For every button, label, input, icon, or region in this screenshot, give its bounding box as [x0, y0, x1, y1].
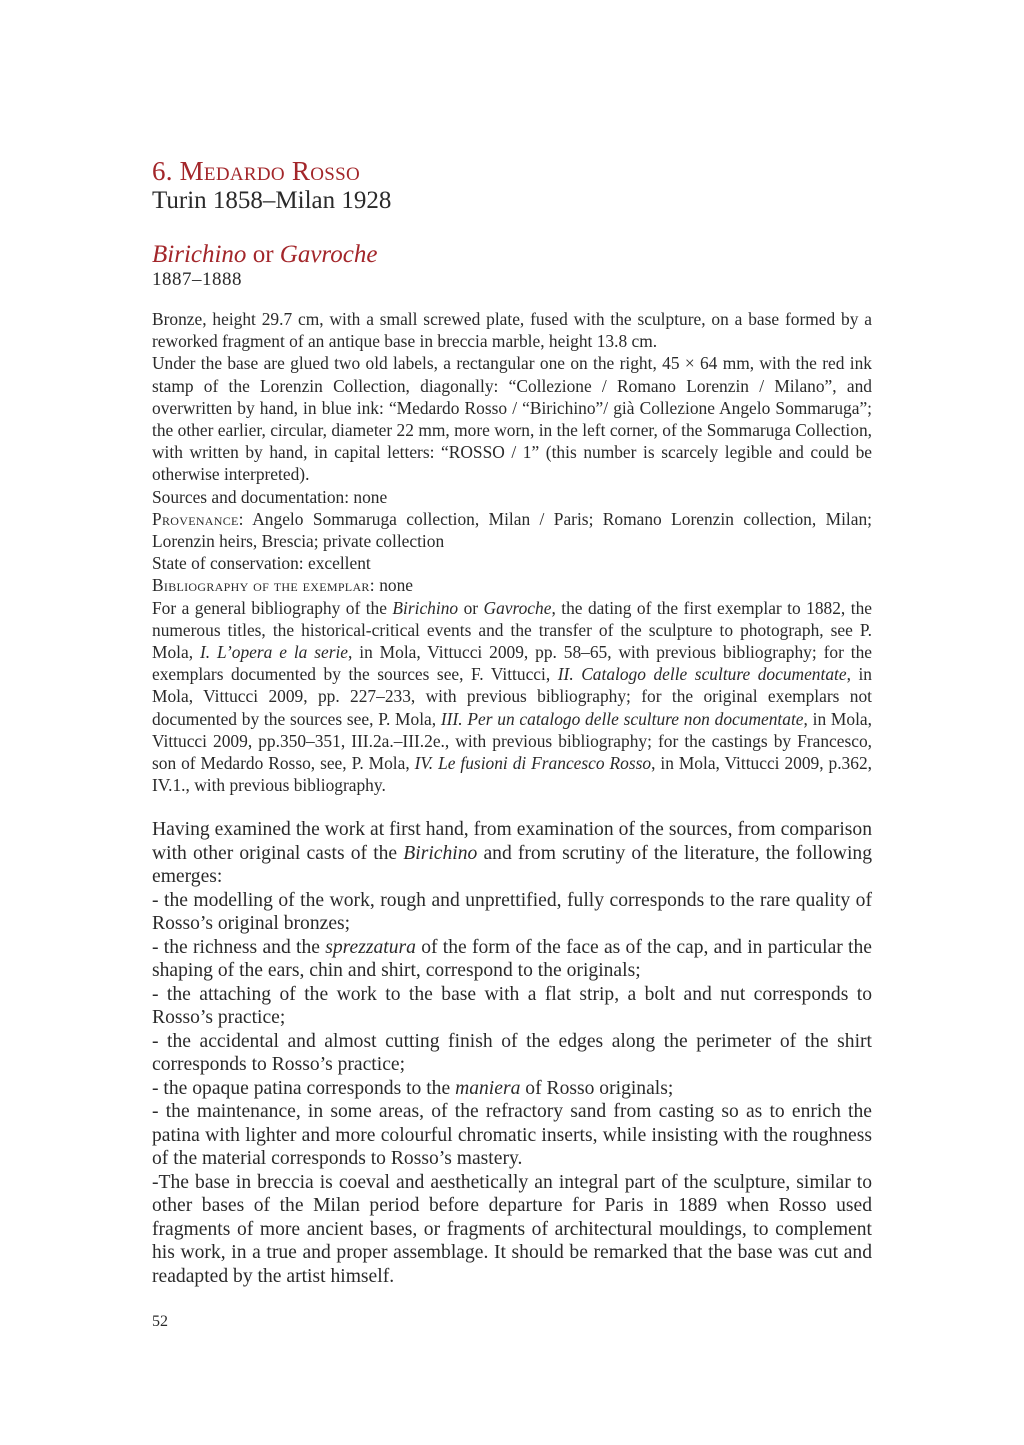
essay-intro	[152, 818, 872, 889]
artist-name: Medardo Rosso	[179, 156, 361, 186]
provenance-line	[152, 508, 872, 552]
expert-assessment	[152, 818, 872, 1288]
entry-heading	[152, 156, 360, 186]
provenance-text: Angelo Sommaruga collection, Milan / Paris; Romano Lorenzin collection, Milan; Lorenzin heirs, Brescia; private collection	[152, 508, 872, 552]
essay-point: - the attaching of the work to the base with a flat strip, a bolt and nut corresponds to Rosso’s practice;	[152, 983, 872, 1028]
bib-text: For a general bibliography of the	[152, 597, 393, 618]
conservation-line: State of conservation: excellent	[152, 553, 371, 574]
bibliography-text: none	[374, 575, 413, 596]
entry-number: 6.	[152, 156, 173, 186]
bib-text: , in Mola, Vittucci 2009, pp. 58–65, with previous bibliography; for the exemplars documented by the sources see, F. Vittucci,	[152, 642, 872, 685]
bib-italic: IV. Le fusioni di Francesco Rosso	[414, 753, 652, 774]
essay-text: Having examined the work at first hand, from examination of the sources, from comparison with other original casts of the	[152, 819, 872, 864]
essay-italic: Birichino	[403, 842, 478, 864]
essay-point: - the maintenance, in some areas, of the refractory sand from casting so as to enrich the patina with lighter and more colourful chromatic inserts, while insisting with the roughness of the material corresponds to Rosso’s mastery.	[152, 1101, 872, 1169]
essay-text: and from scrutiny of the literature, the following emerges:	[152, 842, 872, 887]
essay-text: - the richness and the	[152, 936, 326, 958]
bib-italic: Gavroche	[483, 597, 552, 618]
bibliography-label: Bibliography of the exemplar:	[152, 575, 375, 596]
essay-point: - the accidental and almost cutting finish of the edges along the perimeter of the shirt corresponds to Rosso’s practice;	[152, 1030, 872, 1075]
artist-life-dates: Turin 1858–Milan 1928	[152, 187, 392, 214]
work-title-primary: Birichino	[152, 241, 247, 268]
material-description: Bronze, height 29.7 cm, with a small screwed plate, fused with the sculpture, on a base formed by a reworked fragment of an antique base in breccia marble, height 13.8 cm.	[152, 309, 872, 352]
general-bibliography	[152, 597, 872, 797]
provenance-label: Provenance:	[152, 508, 244, 529]
essay-text: of Rosso originals;	[520, 1077, 674, 1099]
bib-italic: I. L’opera e la serie	[199, 642, 349, 663]
work-title	[152, 240, 377, 270]
bib-text: , in Mola, Vittucci 2009, pp. 227–233, with previous bibliography; for the original exemplars not documented by the sources see, P. Mola,	[152, 664, 873, 729]
sources-line: Sources and documentation: none	[152, 486, 388, 507]
work-title-alternate: Gavroche	[279, 241, 378, 268]
essay-text: - the opaque patina corresponds to the	[152, 1077, 456, 1099]
work-title-connector: or	[246, 241, 280, 268]
bib-text: or	[458, 597, 484, 618]
bib-italic: II. Catalogo delle sculture documentate	[557, 664, 847, 685]
bib-text: , in Mola, Vittucci 2009, pp.350–351, III.2a.–III.2e., with previous bibliography; for the castings by Francesco, son of Medardo Rosso, see, P. Mola,	[152, 708, 872, 774]
bibliography-line	[152, 574, 872, 596]
essay-point: -The base in breccia is coeval and aesthetically an integral part of the sculpture, similar to other bases of the Milan period before departure for Paris in 1889 when Rosso used fragments of more ancient bases, or fragments of architectural mouldings, to complement his work, in a true and proper assemblage. It should be remarked that the base was cut and readapted by the artist himself.	[152, 1171, 872, 1287]
work-dates: 1887–1888	[152, 269, 242, 290]
essay-point	[152, 1077, 872, 1101]
labels-note: Under the base are glued two old labels, a rectangular one on the right, 45 × 64 mm, with the red ink stamp of the Lorenzin Collection, diagonally: “Collezione / Romano Lorenzin / Milano”, and overwritten by hand, in blue ink: “Medardo Rosso / “Birichino”/ già Collezione Angelo Sommaruga”; the other earlier, circular, diameter 22 mm, more worn, in the left corner, of the Sommaruga Collection, with written by hand, in capital letters: “ROSSO / 1” (this number is scarcely legible and could be otherwise interpreted).	[152, 353, 872, 485]
essay-point: - the modelling of the work, rough and unprettified, fully corresponds to the rare quality of Rosso’s original bronzes;	[152, 889, 872, 934]
essay-point	[152, 936, 872, 983]
bib-italic: Birichino	[392, 597, 459, 618]
essay-italic: sprezzatura	[325, 936, 416, 958]
bib-text: , in Mola, Vittucci 2009, p.362, IV.1., with previous bibliography.	[152, 753, 872, 796]
page-number: 52	[152, 1313, 168, 1330]
catalogue-entry	[152, 308, 872, 796]
essay-text: of the form of the face as of the cap, and in particular the shaping of the ears, chin and shirt, correspond to the originals;	[152, 936, 872, 981]
essay-italic: maniera	[455, 1077, 521, 1099]
bib-italic: III. Per un catalogo delle sculture non documentate	[440, 708, 804, 729]
bib-text: , the dating of the first exemplar to 1882, the numerous titles, the historical-critical events and the transfer of the sculpture to photograph, see P. Mola,	[152, 597, 872, 663]
